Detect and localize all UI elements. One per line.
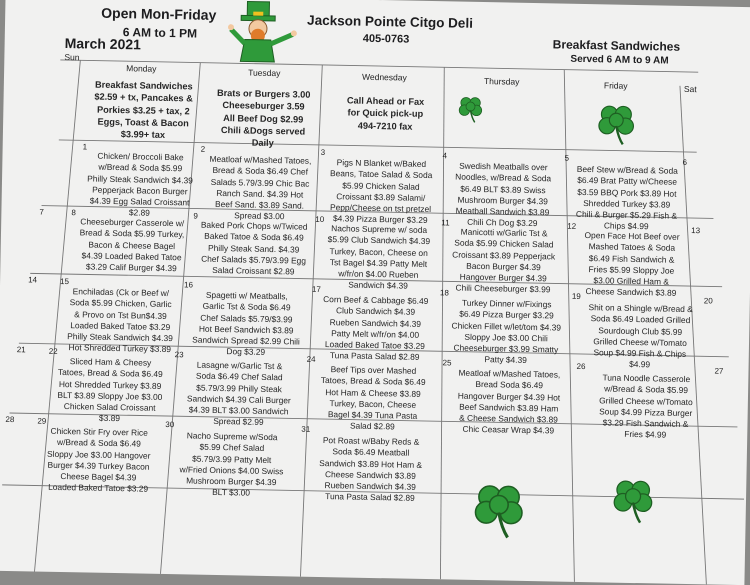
breakfast-hours: Served 6 AM to 9 AM	[570, 53, 669, 67]
day-number: 9	[193, 211, 198, 221]
menu-mar-15: Enchiladas (Ck or Beef w/ Soda $5.99 Chicken, Garlic & Provo on Tst Bun$4.39 Loaded Baked Tatoe $3.29 Philly Steak Sandwich $4.39 Hot Shredded Turkey $3.89	[67, 286, 173, 355]
day-number: 30	[165, 420, 175, 430]
menu-mar-8: Cheeseburger Casserole w/ Bread & Soda $5.99 Turkey, Bacon & Cheese Bagel $4.39 Loaded Baked Tatoe $3.29 Calif Burger $4.39	[79, 216, 185, 274]
weekday-wednesday: Wednesday	[361, 71, 407, 83]
day-number: 6	[682, 157, 688, 167]
day-number: 11	[441, 218, 450, 228]
menu-mar-22: Sliced Ham & Cheesy Tatoes, Bread & Soda $6.49 Hot Shredded Turkey $3.89 BLT $3.89 Sloppy Joe $3.00 Chicken Salad Croissant $3.89	[57, 356, 163, 424]
menu-mar-26: Tuna Noodle Casserole w/Bread & Soda $5.99 Grilled Cheese w/Tomato Soup $4.99 Pizza Burger $3.29 Fish Sandwich & Fries $4.99	[599, 372, 693, 441]
day-number: 13	[691, 226, 701, 236]
day-number: 26	[576, 361, 586, 372]
menu-mar-4: Swedish Meatballs over Noodles, w/Bread & Soda $6.49 BLT $3.89 Swiss Mushroom Burger $4.39 Meatball Sandwich $3.89 Chili Ch Dog $3.29	[455, 160, 552, 229]
weekday-thursday: Thursday	[483, 76, 520, 87]
menu-mar-19: Shit on a Shingle w/Bread & Soda $6.49 Loaded Grilled Sourdough Club $5.99 Grilled Cheese w/Tomato Soup $4.99 Fish & Chips $4.99	[588, 302, 693, 370]
menu-mar-17: Corn Beef & Cabbage $6.49 Club Sandwich $4.39 Rueben Sandwich $4.39 Patty Melt w/fr/on $4.00 Loaded Baked Tatoe $3.29 Tuna Pasta Salad $2.89	[323, 294, 429, 363]
shamrock-icon	[593, 100, 640, 147]
day-number: 20	[703, 296, 713, 306]
day-number: 14	[28, 275, 38, 285]
day-number: 16	[183, 280, 194, 290]
day-number: 18	[439, 288, 449, 298]
breakfast-title: Breakfast Sandwiches	[552, 37, 681, 54]
weekday-monday: Monday	[126, 63, 157, 74]
menu-mar-1: Chicken/ Broccoli Bake w/Bread & Soda $5.99 Philly Steak Sandwich $4.39 Pepperjack Bacon Burger $4.39 Egg Salad Croissant $2.89	[87, 150, 193, 219]
day-number: 25	[442, 358, 452, 368]
shamrock-icon	[455, 94, 486, 125]
info-call-ahead: Call Ahead or Fax for Quick pick-up 494-7210 fax	[346, 95, 425, 132]
open-days: Open Mon-Friday	[101, 4, 217, 23]
day-number: 24	[306, 354, 316, 364]
day-number: 23	[174, 350, 184, 360]
menu-mar-25: Meatloaf w/Mashed Tatoes, Bread Soda $6.49 Hangover Burger $4.39 Hot Beef Sandwich $3.89 Ham & Cheese Sandwich $3.89 Chic Ceasar Wrap $4.39	[457, 367, 561, 436]
shamrock-icon	[608, 475, 659, 526]
day-number: 28	[5, 414, 15, 425]
menu-mar-29: Chicken Stir Fry over Rice w/Bread & Soda $6.49 Sloppy Joe $3.00 Hangover Burger $4.39 Turkey Bacon Cheese Bagel $4.39 Loaded Baked Tatoe $3.29	[47, 425, 151, 495]
info-breakfast-prices: Breakfast Sandwiches $2.59 + tx, Pancakes & Porkies $3.25 + tax, 2 Eggs, Toast & Bacon $3.99+ tax	[94, 79, 193, 141]
menu-mar-18: Turkey Dinner w/Fixings $6.49 Pizza Burger $3.29 Chicken Fillet w/let/tom $4.39 Sloppy Joe $3.00 Chili Cheeseburger $3.99 Smatty Patty $4.39	[451, 297, 562, 366]
deli-name: Jackson Pointe Citgo Deli	[307, 12, 474, 31]
menu-mar-24: Beef Tips over Mashed Tatoes, Bread & Soda $6.49 Hot Ham & Cheese $3.89 Turkey, Bacon, Cheese Bagel $4.39 Tuna Pasta Salad $2.89	[320, 364, 426, 432]
menu-mar-9: Baked Pork Chops w/Twiced Baked Tatoe & Soda $6.49 Philly Steak Sand. $4.39 Chef Salads $5.79/3.99 Egg Salad Croissant $2.89	[200, 219, 308, 277]
weekday-sun: Sun	[64, 51, 80, 63]
day-number: 29	[37, 416, 47, 426]
day-number: 31	[301, 424, 311, 434]
day-number: 19	[571, 291, 581, 301]
menu-mar-23: Lasagne w/Garlic Tst & Soda $6.49 Chef Salad $5.79/3.99 Philly Steak Sandwich $4.39 Cali Burger $4.39 BLT $3.00 Sandwich Spread $2.99	[186, 359, 291, 428]
menu-mar-30: Nacho Supreme w/Soda $5.99 Chef Salad $5.79/3.99 Patty Melt w/Fried Onions $4.00 Swiss Mushroom Burger $4.39 BLT $3.00	[179, 430, 284, 499]
day-number: 7	[39, 207, 44, 217]
month-title: March 2021	[64, 34, 142, 53]
weekday-friday: Friday	[603, 80, 628, 91]
day-number: 1	[82, 142, 88, 152]
deli-phone: 405-0763	[362, 32, 410, 46]
day-number: 3	[320, 147, 326, 158]
menu-mar-31: Pot Roast w/Baby Reds & Soda $6.49 Meatball Sandwich $3.89 Hot Ham & Cheese Sandwich $3.89 Rueben Sandwich $4.39 Tuna Pasta Salad $2.89	[319, 435, 423, 504]
day-number: 2	[200, 144, 206, 154]
day-number: 4	[442, 151, 448, 161]
day-number: 22	[48, 346, 58, 356]
weekday-tuesday: Tuesday	[248, 67, 281, 79]
day-number: 8	[71, 208, 76, 218]
day-number: 15	[60, 276, 70, 287]
day-number: 10	[315, 214, 325, 225]
menu-mar-11: Manicotti w/Garlic Tst & Soda $5.99 Chicken Salad Croissant $3.89 Pepperjack Bacon Burger $4.39 Hangover Burger $4.39 Chili Cheeseburger $3.99	[452, 226, 556, 295]
info-daily-specials: Brats or Burgers 3.00 Cheeseburger 3.59 All Beef Dog $2.99 Chili &Dogs served Daily	[216, 87, 311, 149]
day-number: 12	[567, 221, 577, 231]
menu-mar-5: Beef Stew w/Bread & Soda $6.49 Brat Patty w/Cheese $3.59 BBQ Pork $3.89 Hot Shredded Turkey $3.89 Chili & Burger $5.29 Fish & Chips $4.99	[575, 163, 678, 232]
menu-mar-3: Pigs N Blanket w/Baked Beans, Tatoe Salad & Soda $5.99 Chicken Salad Croissant $3.89 Salami/ Pepp/Cheese on tst pretzel $4.39 Pizza Burger $3.29	[329, 157, 433, 226]
open-hours: 6 AM to 1 PM	[122, 25, 198, 41]
day-number: 21	[16, 345, 26, 355]
menu-mar-16: Spagetti w/ Meatballs, Garlic Tst & Soda $6.49 Chef Salads $5.79/$3.99 Hot Beef Sandwich $3.89 Sandwich Spread $2.99 Chili Dog $3.29	[192, 289, 300, 358]
shamrock-icon	[467, 478, 530, 541]
leprechaun-icon	[226, 0, 299, 64]
menu-mar-2: Meatloaf w/Mashed Tatoes, Bread & Soda $6.49 Chef Salads 5.79/3.99 Chic Bac Ranch Sand. $4.39 Hot Beef Sand. $3.89 Sand. Spread $3.00	[209, 153, 312, 222]
menu-mar-12: Open Face Hot Beef over Mashed Tatoes & Soda $6.49 Fish Sandwich & Fries $5.99 Sloppy Joe $3.00 Grilled Ham & Cheese Sandwich $3.89	[584, 230, 680, 299]
day-number: 27	[714, 366, 724, 376]
weekday-sat: Sat	[683, 83, 697, 95]
day-number: 5	[564, 153, 570, 163]
menu-mar-10: Nachos Supreme w/ soda $5.99 Club Sandwich $4.39 Turkey, Bacon, Cheese on Tst Bagel $4.39 Patty Melt w/fr/on $4.00 Rueben Sandwich $4.39	[327, 223, 431, 292]
day-number: 17	[311, 284, 321, 294]
